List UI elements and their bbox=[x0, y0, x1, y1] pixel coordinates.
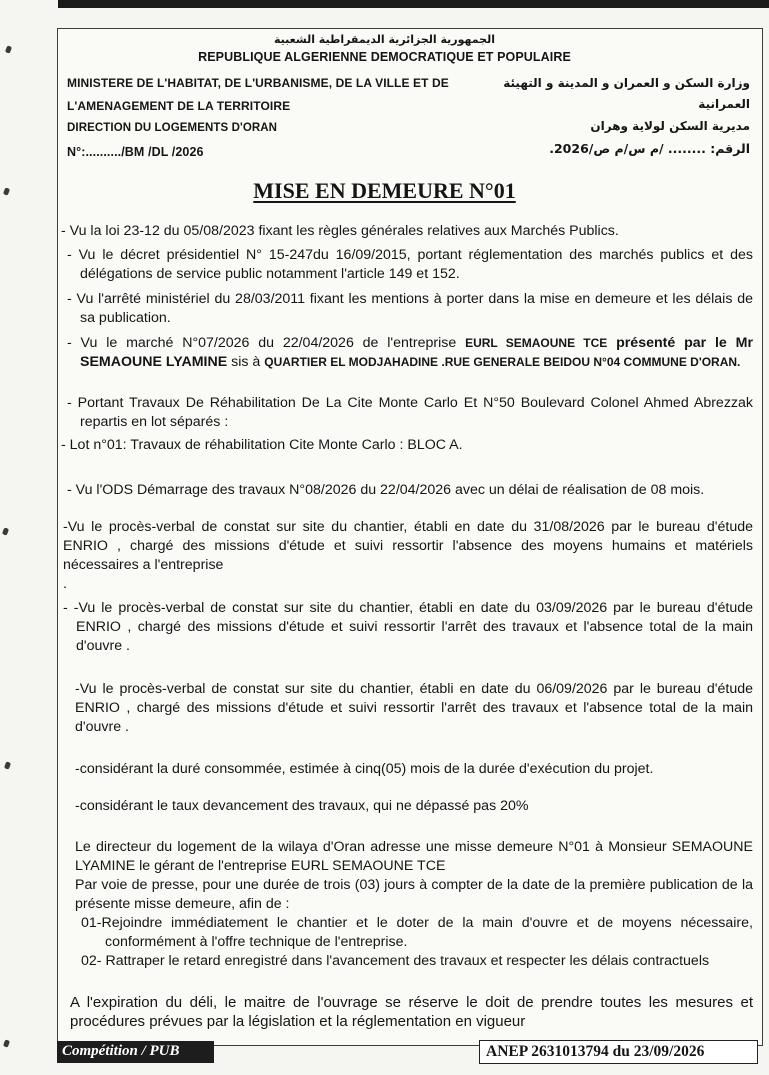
footer-anep-reference: ANEP 2631013794 du 23/09/2026 bbox=[479, 1040, 758, 1064]
paragraph-director: Le directeur du logement de la wilaya d'Oran adresse une misse demeure N°01 à Monsieur SEMAOUNE LYAMINE le gérant de l'entreprise EURL SEMAOUNE TCE bbox=[75, 839, 753, 874]
footer-publication-label: Compétition / PUB bbox=[57, 1041, 214, 1063]
representative: présenté par le Mr SEMAOUNE LYAMINE bbox=[80, 335, 753, 370]
company-name: EURL SEMAOUNE TCE bbox=[465, 336, 608, 350]
arabic-ministry-line2: العمرانية bbox=[698, 97, 750, 111]
ministry-line2: L'AMENAGEMENT DE LA TERRITOIRE bbox=[67, 99, 291, 113]
arabic-reference: الرقم: ........ /م س/م ص/2026. bbox=[549, 141, 750, 156]
requirement-02: 02- Rattraper le retard enregistré dans l'avancement des travaux et respecter les délais contractuels bbox=[81, 953, 710, 969]
republic-title: REPUBLIQUE ALGERIENNE DEMOCRATIQUE ET POPULAIRE bbox=[198, 50, 571, 64]
paragraph-lot: - Lot n°01: Travaux de réhabilitation Cite Monte Carlo : BLOC A. bbox=[61, 437, 463, 453]
paragraph-pv-0309: - -Vu le procès-verbal de constat sur site du chantier, établi en date du 03/09/2026 par le bureau d'étude ENRIO , chargé des missions d'étude et suivi ressortir l'arrêt des travaux et l'absence total de la main d'ouvre . bbox=[63, 600, 753, 654]
paragraph-marche bbox=[67, 334, 753, 372]
scan-mark bbox=[2, 527, 9, 535]
marche-text: - Vu le marché N°07/2026 du 22/04/2026 de l'entreprise bbox=[67, 335, 466, 351]
requirement-01: 01-Rejoindre immédiatement le chantier et le doter de la main d'ouvre et de moyens nécessaire, conformément à l'offre technique de l'entreprise. bbox=[81, 915, 753, 950]
paragraph-law: - Vu la loi 23-12 du 05/08/2023 fixant les règles générales relatives aux Marchés Publics. bbox=[61, 223, 619, 239]
paragraph-progress: -considérant le taux devancement des travaux, qui ne dépassé pas 20% bbox=[75, 798, 529, 814]
reference-number: N°:........../BM /DL /2026 bbox=[67, 145, 204, 159]
paragraph-works: - Portant Travaux De Réhabilitation De La Cite Monte Carlo Et N°50 Boulevard Colonel Ahmed Abrezzak repartis en lot séparés : bbox=[67, 395, 753, 430]
direction-name: DIRECTION DU LOGEMENTS D'ORAN bbox=[67, 122, 278, 134]
arabic-republic: الجمهورية الجزائرية الديمقراطية الشعبية bbox=[274, 33, 495, 46]
scan-mark bbox=[4, 761, 11, 769]
paragraph-ods: - Vu l'ODS Démarrage des travaux N°08/2026 du 22/04/2026 avec un délai de réalisation de 08 mois. bbox=[67, 482, 705, 498]
paragraph-arrete: - Vu l'arrêté ministériel du 28/03/2011 fixant les mentions à porter dans la mise en demeure et les délais de sa publication. bbox=[67, 291, 753, 326]
paragraph-decree: - Vu le décret présidentiel N° 15-247du 16/09/2015, portant réglementation des marchés publics et des délégations de service public notamment l'article 149 et 152. bbox=[67, 247, 753, 282]
paragraph-pv-0609: -Vu le procès-verbal de constat sur site du chantier, établi en date du 06/09/2026 par le bureau d'étude ENRIO , chargé des missions d'étude et suivi ressortir l'arrêt des travaux et l'absence total de la main d'ouvre . bbox=[75, 681, 753, 735]
arabic-ministry-line1: وزارة السكن و العمران و المدينة و التهيئة bbox=[503, 76, 750, 90]
paragraph-press: Par voie de presse, pour une durée de trois (03) jours à compter de la date de la première publication de la présente misse demeure, afin de : bbox=[75, 877, 753, 912]
ministry-line1: MINISTERE DE L'HABITAT, DE L'URBANISME, DE LA VILLE ET DE bbox=[67, 76, 449, 90]
paragraph-dot: . bbox=[63, 576, 67, 592]
paragraph-pv-3108: -Vu le procès-verbal de constat sur site du chantier, établi en date du 31/08/2026 par le bureau d'étude ENRIO , chargé des missions d'étude et suivi ressortir l'absence des moyens humains et matériels nécessaires a l'entreprise bbox=[63, 519, 753, 573]
company-address: QUARTIER EL MODJAHADINE .RUE GENERALE BEIDOU N°04 COMMUNE D'ORAN. bbox=[264, 355, 741, 369]
scan-mark bbox=[3, 1039, 10, 1047]
arabic-direction: مديرية السكن لولاية وهران bbox=[590, 119, 750, 133]
located-at: sis à bbox=[227, 354, 265, 370]
page-title: MISE EN DEMEURE N°01 bbox=[253, 178, 516, 203]
paragraph-expiration: A l'expiration du déli, le maitre de l'ouvrage se réserve le doit de prendre toutes les mesures et procédures prévues par la législation et la réglementation en vigueur bbox=[70, 994, 753, 1030]
paragraph-duration: -considérant la duré consommée, estimée à cinq(05) mois de la durée d'exécution du projet. bbox=[75, 761, 654, 777]
top-bar bbox=[58, 0, 769, 8]
